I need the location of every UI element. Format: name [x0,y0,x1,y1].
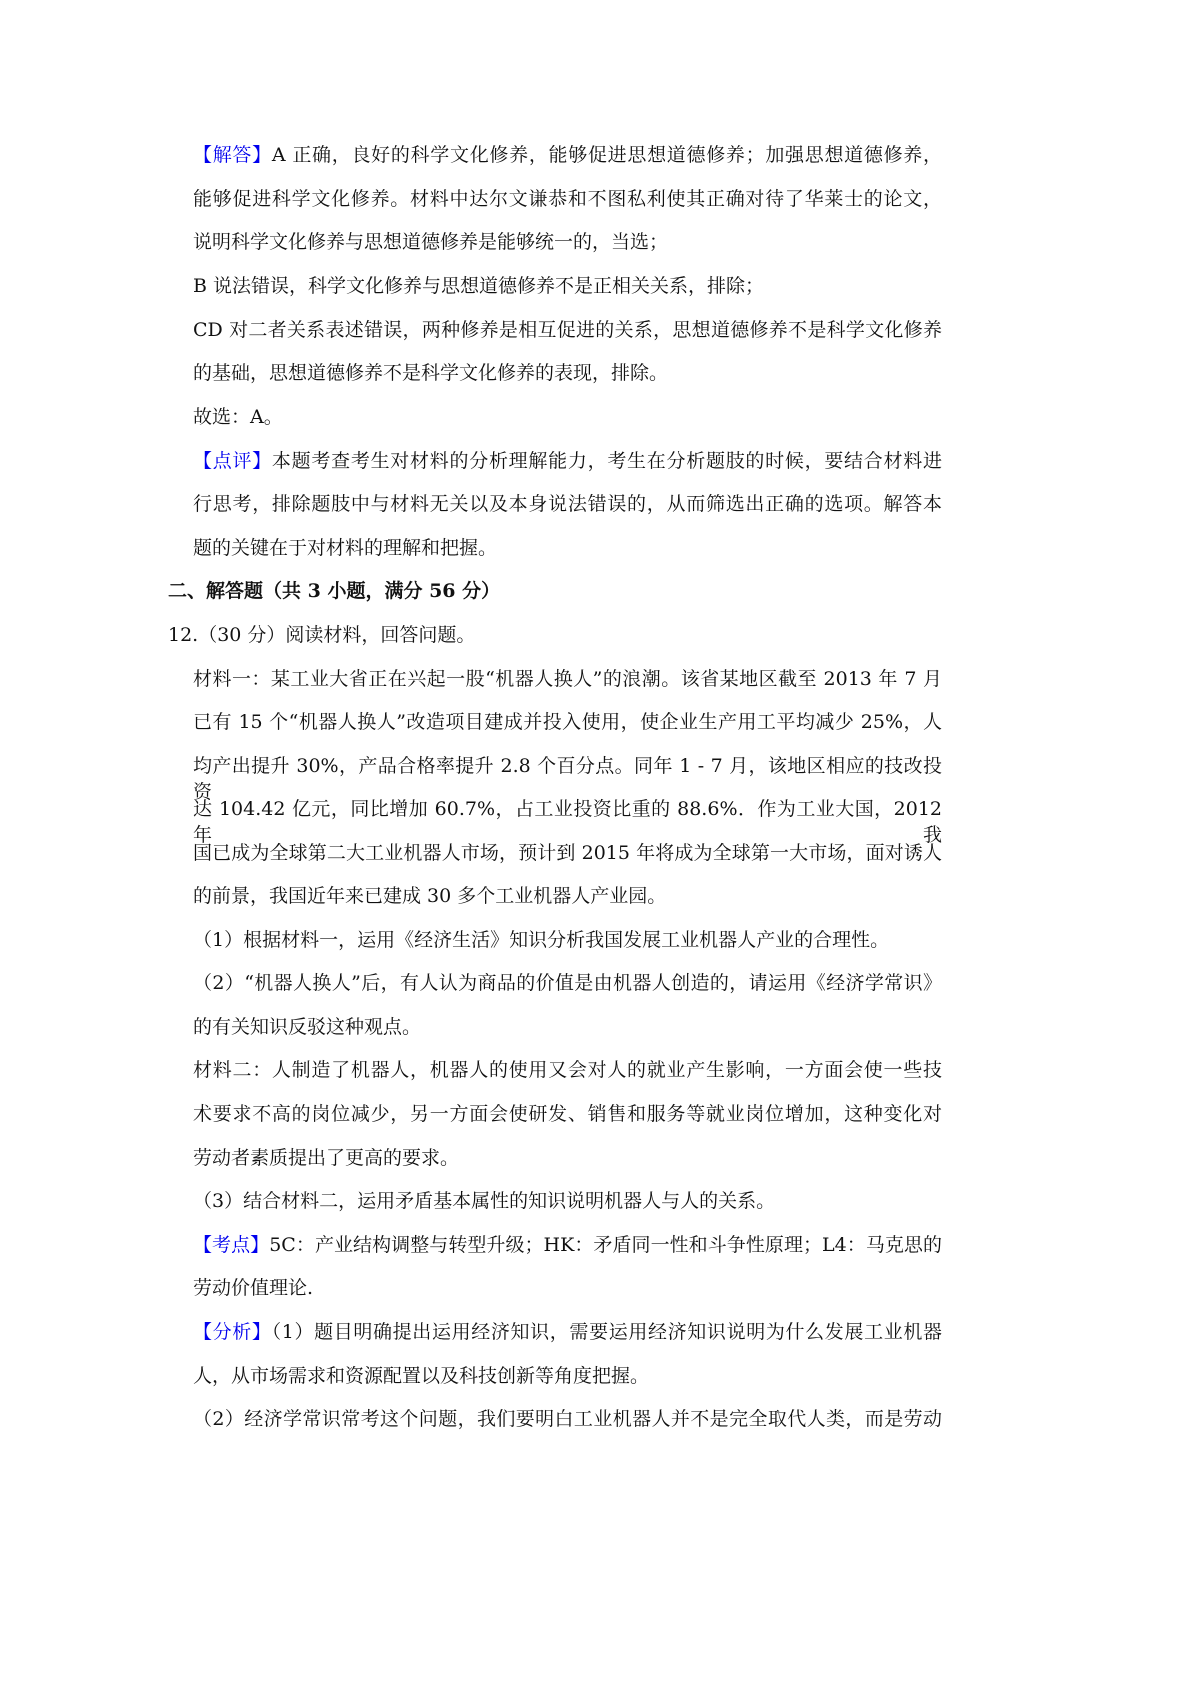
material-line: 国已成为全球第二大工业机器人市场，预计到 2015 年将成为全球第一大市场，面对诱人 [193,842,942,864]
material-line: 均产出提升 30%，产品合格率提升 2.8 个百分点。同年 1 - 7 月，该地区相应的技改投资 [193,755,942,803]
answer-line: 的基础，思想道德修养不是科学文化修养的表现，排除。 [193,362,669,384]
material-line: 达 104.42 亿元，同比增加 60.7%，占工业投资比重的 88.6%．作为工业大国，2012 年我 [193,798,942,846]
analysis-label: 【分析】 [193,1321,272,1343]
sub-question-3: （3）结合材料二，运用矛盾基本属性的知识说明机器人与人的关系。 [193,1190,776,1212]
answer-label: 【解答】 [193,144,272,166]
comment-text: 本题考查考生对材料的分析理解能力，考生在分析题肢的时候，要结合材料进 [271,450,942,472]
answer-line: B 说法错误，科学文化修养与思想道德修养不是正相关关系，排除； [193,275,765,297]
comment-label: 【点评】 [193,450,272,472]
answer-line [193,142,942,168]
material-line: 材料一：某工业大省正在兴起一股“机器人换人”的浪潮。该省某地区截至 2013 年 7 月 [193,668,942,690]
analysis-line: 人，从市场需求和资源配置以及科技创新等角度把握。 [193,1365,650,1387]
analysis-line: （2）经济学常识常考这个问题，我们要明白工业机器人并不是完全取代人类，而是劳动 [193,1408,942,1430]
analysis-line [193,1319,942,1345]
answer-text: A 正确，良好的科学文化修养，能够促进思想道德修养；加强思想道德修养， [271,144,942,166]
answer-line: CD 对二者关系表述错误，两种修养是相互促进的关系，思想道德修养不是科学文化修养 [193,319,942,341]
answer-line: 说明科学文化修养与思想道德修养是能够统一的，当选； [193,231,669,253]
material-line: 劳动者素质提出了更高的要求。 [193,1147,460,1169]
sub-question-2-cont: 的有关知识反驳这种观点。 [193,1016,422,1038]
comment-line: 行思考，排除题肢中与材料无关以及本身说法错误的，从而筛选出正确的选项。解答本 [193,493,942,515]
answer-choice: 故选：A。 [193,406,283,428]
material-line: 术要求不高的岗位减少，另一方面会使研发、销售和服务等就业岗位增加，这种变化对 [193,1103,942,1125]
comment-line: 题的关键在于对材料的理解和把握。 [193,537,498,559]
material-line: 的前景，我国近年来已建成 30 多个工业机器人产业园。 [193,885,667,907]
material-line: 材料二：人制造了机器人，机器人的使用又会对人的就业产生影响，一方面会使一些技 [193,1059,942,1081]
material-line: 已有 15 个“机器人换人”改造项目建成并投入使用，使企业生产用工平均减少 25%，人 [193,711,942,733]
kaodian-line: 劳动价值理论. [193,1277,314,1299]
comment-line [193,448,942,474]
kaodian-label: 【考点】 [193,1234,270,1256]
section-heading: 二、解答题（共 3 小题，满分 56 分） [168,580,501,602]
answer-line: 能够促进科学文化修养。材料中达尔文谦恭和不图私利使其正确对待了华莱士的论文， [193,188,942,210]
sub-question-1: （1）根据材料一，运用《经济生活》知识分析我国发展工业机器人产业的合理性。 [193,929,890,951]
question-title: 12.（30 分）阅读材料，回答问题。 [168,624,476,646]
sub-question-2: （2）“机器人换人”后，有人认为商品的价值是由机器人创造的，请运用《经济学常识》 [193,972,942,994]
kaodian-line [193,1232,942,1258]
kaodian-text: 5C：产业结构调整与转型升级；HK：矛盾同一性和斗争性原理；L4：马克思的 [269,1234,942,1256]
analysis-text: （1）题目明确提出运用经济知识，需要运用经济知识说明为什么发展工业机器 [271,1321,942,1343]
